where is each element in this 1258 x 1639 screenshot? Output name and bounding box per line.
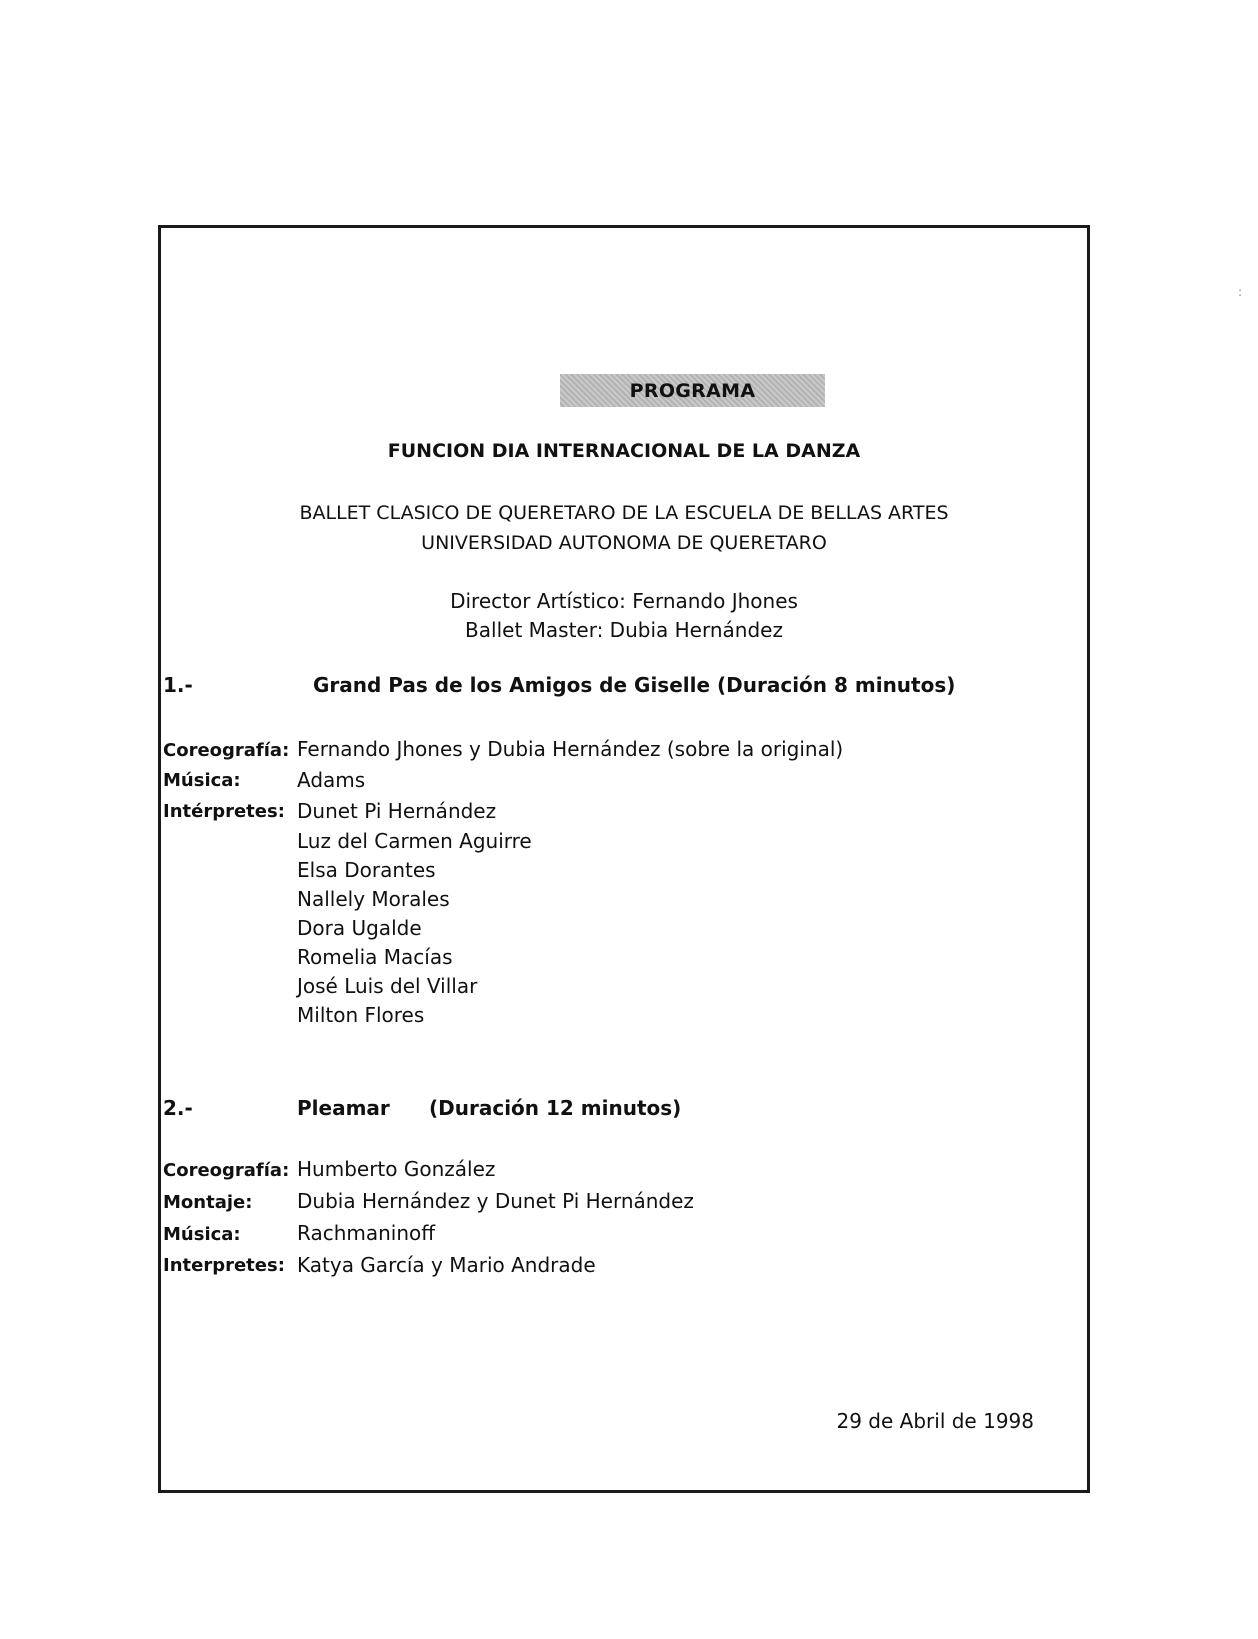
program-date: 29 de Abril de 1998	[836, 1409, 1034, 1433]
piece-1-performer: Dora Ugalde	[297, 916, 422, 940]
program-heading: PROGRAMA	[560, 374, 825, 407]
piece-1-performer: Romelia Macías	[297, 945, 453, 969]
piece-1-performer: Dunet Pi Hernández	[297, 799, 497, 823]
piece-2-duration: (Duración 12 minutos)	[429, 1096, 682, 1120]
piece-2-music: Rachmaninoff	[297, 1221, 436, 1245]
piece-1-performer: Luz del Carmen Aguirre	[297, 829, 532, 853]
company-name: BALLET CLASICO DE QUERETARO DE LA ESCUELA DE BELLAS ARTES	[299, 502, 949, 524]
piece-2-number: 2.-	[163, 1096, 193, 1120]
piece-2-choreography: Humberto González	[297, 1157, 496, 1181]
piece-1-performer: José Luis del Villar	[297, 974, 478, 998]
piece-1-number: 1.-	[163, 673, 193, 697]
piece-1-choreography: Fernando Jhones y Dubia Hernández (sobre la original)	[297, 737, 844, 761]
piece-1-music: Adams	[297, 768, 366, 792]
piece-2-staging-label: Montaje:	[163, 1192, 253, 1213]
piece-1-choreography-label: Coreografía:	[163, 740, 290, 761]
piece-2-performers-label: Interpretes:	[163, 1255, 285, 1276]
university-name: UNIVERSIDAD AUTONOMA DE QUERETARO	[421, 532, 827, 554]
piece-2-choreography-label: Coreografía:	[163, 1160, 290, 1181]
scan-mark: :	[1238, 285, 1243, 299]
event-title: FUNCION DIA INTERNACIONAL DE LA DANZA	[387, 440, 861, 462]
piece-1-performer: Milton Flores	[297, 1003, 425, 1027]
piece-2-performers: Katya García y Mario Andrade	[297, 1253, 596, 1277]
piece-1-music-label: Música:	[163, 770, 241, 791]
piece-1-performer: Elsa Dorantes	[297, 858, 436, 882]
piece-1-performers-label: Intérpretes:	[163, 801, 285, 822]
piece-2-title: Pleamar	[297, 1096, 390, 1120]
piece-1-title: Grand Pas de los Amigos de Giselle (Duración 8 minutos)	[313, 673, 956, 697]
artistic-director: Director Artístico: Fernando Jhones	[450, 589, 798, 613]
piece-2-music-label: Música:	[163, 1224, 241, 1245]
ballet-master: Ballet Master: Dubia Hernández	[465, 618, 783, 642]
piece-1-performer: Nallely Morales	[297, 887, 450, 911]
piece-2-staging: Dubia Hernández y Dunet Pi Hernández	[297, 1189, 694, 1213]
